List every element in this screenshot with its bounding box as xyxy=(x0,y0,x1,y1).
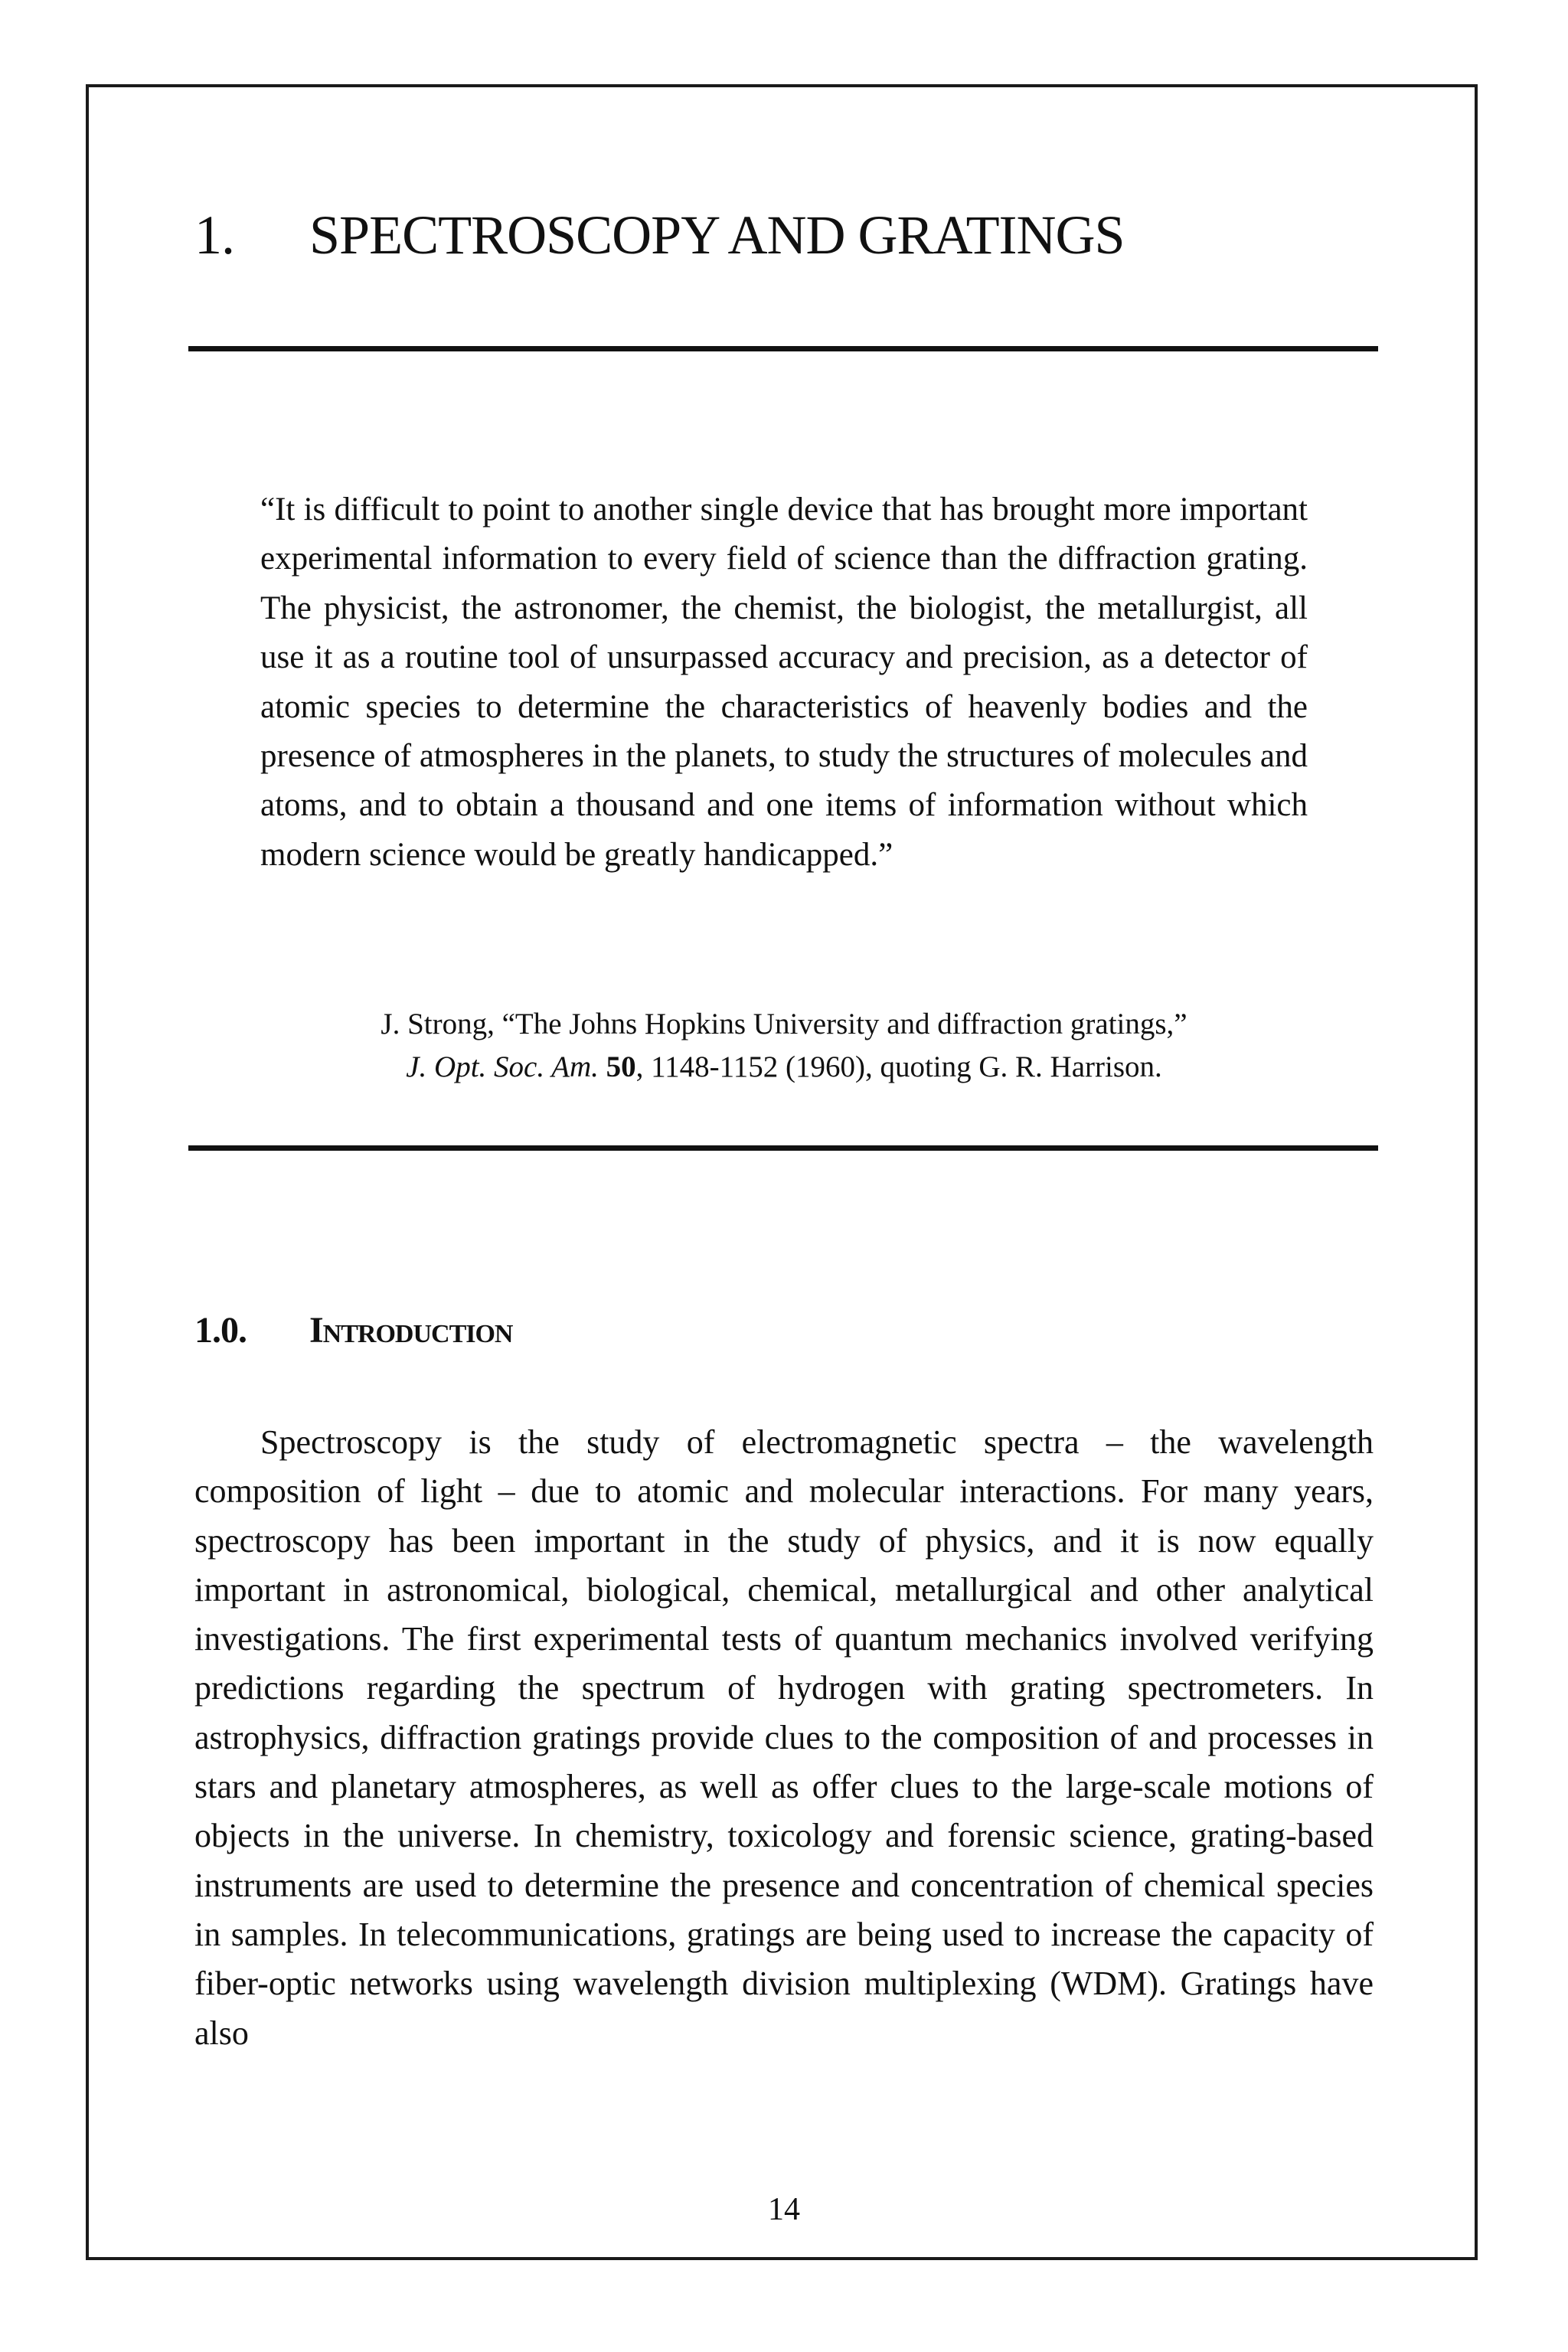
chapter-title-text: SPECTROSCOPY AND GRATINGS xyxy=(309,204,1125,266)
citation-volume: 50 xyxy=(606,1050,636,1083)
top-rule xyxy=(188,346,1378,351)
chapter-number: 1. xyxy=(194,204,234,266)
section-number: 1.0. xyxy=(194,1310,247,1351)
section-title: Introduction xyxy=(309,1310,513,1351)
citation-rest: , 1148-1152 (1960), quoting G. R. Harrison. xyxy=(635,1050,1162,1083)
citation-journal: J. Opt. Soc. Am. xyxy=(406,1050,599,1083)
epigraph-citation-line2 xyxy=(260,1046,1308,1089)
epigraph-quote: “It is difficult to point to another single device that has brought more important experimental information to every field of science than the diffraction grating. The physicist, the astronomer, the chemist, the biologist, the metallurgist, all use it as a routine tool of unsurpassed accuracy and precision, as a detector of atomic species to determine the characteristics of heavenly bodies and the presence of atmospheres in the planets, to study the structures of molecules and atoms, and to obtain a thousand and one items of information without which modern science would be greatly handicapped.” xyxy=(260,492,1308,873)
epigraph-citation-line1: J. Strong, “The Johns Hopkins University and diffraction gratings,” xyxy=(381,1008,1187,1040)
body-paragraph: Spectroscopy is the study of electromagnetic spectra – the wavelength composition of light – due to atomic and molecular interactions. For many years, spectroscopy has been important in the study of physics, and it is now equally important in astronomical, biological, chemical, metallurgical and other analytical investigations. The first experimental tests of quantum mechanics involved verifying predictions regarding the spectrum of hydrogen with grating spectrometers. In astrophysics, diffraction gratings provide clues to the composition of and processes in stars and planetary atmospheres, as well as offer clues to the large-scale motions of objects in the universe. In chemistry, toxicology and forensic science, grating-based instruments are used to determine the presence and concentration of chemical species in samples. In telecommunications, gratings are being used to increase the capacity of fiber-optic networks using wavelength division multiplexing (WDM). Gratings have also xyxy=(194,1423,1374,2052)
bottom-rule xyxy=(188,1145,1378,1151)
page-number: 14 xyxy=(768,2192,800,2227)
section-heading xyxy=(194,1306,512,1355)
chapter-title xyxy=(194,201,1125,270)
